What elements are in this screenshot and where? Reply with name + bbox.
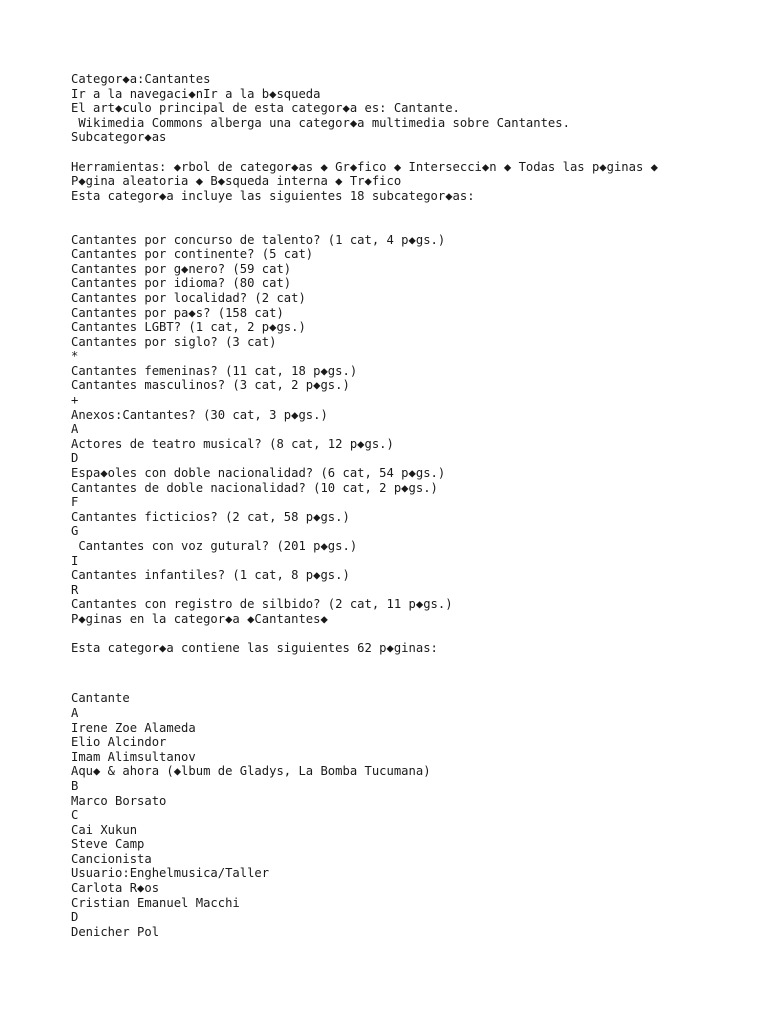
subcategory-item[interactable]: Cantantes por pa◆s? (158 cat) [71,305,284,320]
page-item[interactable]: Marco Borsato [71,793,167,808]
group-letter: + [71,393,79,408]
subcategory-item[interactable]: Cantantes por siglo? (3 cat) [71,334,277,349]
subcategory-item[interactable]: Cantantes con voz gutural? (201 p◆gs.) [71,539,358,553]
document-page [71,72,751,939]
group-letter: A [71,705,79,720]
group-letter: D [71,910,79,925]
subcategory-item[interactable]: Cantantes por continente? (5 cat) [71,247,314,262]
group-letter: I [71,553,79,568]
page-item[interactable]: Cantante [71,691,130,706]
subcategory-item[interactable]: Anexos:Cantantes? (30 cat, 3 p◆gs.) [71,407,328,422]
subcategory-count: Esta categor◆a incluye las siguientes 18 subcategor◆as: [71,188,475,203]
group-letter: * [71,349,79,364]
group-letter: C [71,808,79,823]
page-item[interactable]: Cai Xukun [71,822,138,837]
commons-note: Wikimedia Commons alberga una categor◆a multimedia sobre Cantantes. [71,115,570,130]
group-letter: G [71,524,79,539]
page-item[interactable]: Denicher Pol [71,924,160,939]
subcategories-heading: Subcategor◆as [71,130,167,145]
page-list [71,691,751,939]
subcategory-item[interactable]: Cantantes infantiles? (1 cat, 8 p◆gs.) [71,568,350,583]
skip-links[interactable]: Ir a la navegaci◆nIr a la b◆squeda [71,86,321,101]
subcategory-item[interactable]: Cantantes por localidad? (2 cat) [71,290,306,305]
page-item[interactable]: Carlota R◆os [71,881,160,896]
subcategory-list [71,233,751,612]
page-item[interactable]: Elio Alcindor [71,735,167,750]
group-letter: B [71,778,79,793]
subcategory-item[interactable]: Espa◆oles con doble nacionalidad? (6 cat, 54 p◆gs.) [71,466,446,481]
page-item[interactable]: Cancionista [71,851,152,866]
subcategory-item[interactable]: Cantantes por concurso de talento? (1 cat, 4 p◆gs.) [71,232,446,247]
subcategory-item[interactable]: Cantantes masculinos? (3 cat, 2 p◆gs.) [71,378,350,393]
tools-line-2[interactable]: P◆gina aleatoria ◆ B◆squeda interna ◆ Tr◆fico [71,174,402,189]
main-article-note: El art◆culo principal de esta categor◆a es: Cantante. [71,101,460,116]
subcategory-item[interactable]: Cantantes femeninas? (11 cat, 18 p◆gs.) [71,363,358,378]
page-item[interactable]: Imam Alimsultanov [71,749,196,764]
subcategory-item[interactable]: Actores de teatro musical? (8 cat, 12 p◆gs.) [71,436,394,451]
page-item[interactable]: Cristian Emanuel Macchi [71,895,240,910]
pages-count: Esta categor◆a contiene las siguientes 62 p◆ginas: [71,641,438,656]
subcategory-item[interactable]: Cantantes por idioma? (80 cat) [71,276,292,291]
group-letter: R [71,582,79,597]
subcategory-item[interactable]: Cantantes por g◆nero? (59 cat) [71,261,292,276]
subcategory-item[interactable]: Cantantes ficticios? (2 cat, 58 p◆gs.) [71,509,350,524]
page-title: Categor◆a:Cantantes [71,72,211,86]
subcategory-item[interactable]: Cantantes LGBT? (1 cat, 2 p◆gs.) [71,320,306,335]
page-item[interactable]: Aqu◆ & ahora (◆lbum de Gladys, La Bomba Tucumana) [71,764,431,779]
pages-heading: P◆ginas en la categor◆a ◆Cantantes◆ [71,611,328,626]
page-item[interactable]: Usuario:Enghelmusica/Taller [71,866,270,881]
subcategory-item[interactable]: Cantantes con registro de silbido? (2 cat, 11 p◆gs.) [71,597,453,612]
group-letter: F [71,495,79,510]
page-item[interactable]: Steve Camp [71,837,145,852]
tools-line-1[interactable]: Herramientas: ◆rbol de categor◆as ◆ Gr◆fico ◆ Intersecci◆n ◆ Todas las p◆ginas ◆ [71,159,658,174]
subcategory-item[interactable]: Cantantes de doble nacionalidad? (10 cat, 2 p◆gs.) [71,480,438,495]
page-item[interactable]: Irene Zoe Alameda [71,720,196,735]
group-letter: A [71,422,79,437]
group-letter: D [71,451,79,466]
